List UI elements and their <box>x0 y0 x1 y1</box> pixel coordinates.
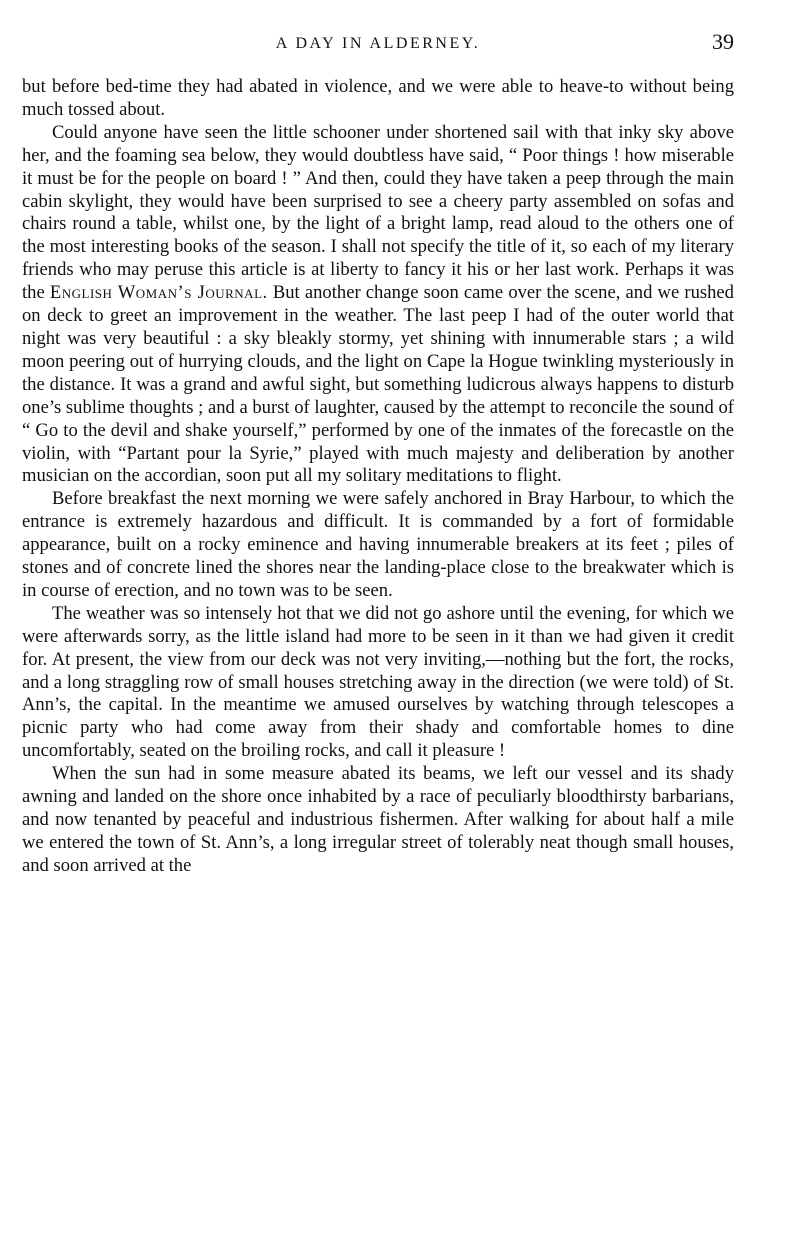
paragraph-landing: When the sun had in some measure abated its beams, we left our vessel and its shady awning and landed on the shore once inhabited by a race of peculiarly bloodthirsty barbarians, and now tenanted by peaceful and industrious fishermen. After walking for about half a mile we entered the town of St. Ann’s, a long irregular street of tolerably neat though small houses, and soon arrived at the <box>22 763 734 876</box>
paragraph-text: Could anyone have seen the little schooner under shortened sail with that inky sky above her, and the foaming sea below, they would doubtless have said, “ Poor things ! how miserable it must be for the people on board ! ” And then, could they have taken a peep through the main cabin skylight, they would have been surprised to see a cheery party assembled on sofas and chairs round a table, whilst one, by the light of a bright lamp, read aloud to the others one of the most interesting books of the season. I shall not specify the title of it, so each of my literary friends who may peruse this article is at liberty to fancy it his or her last work. Perhaps it was the <box>22 121 734 304</box>
article-body <box>22 76 734 878</box>
running-title: A DAY IN ALDERNEY. <box>275 35 481 52</box>
paragraph-bray-harbour: Before breakfast the next morning we were safely anchored in Bray Harbour, to which the entrance is extremely hazardous and difficult. It is commanded by a fort of formidable appearance, built on a rocky eminence and having innumerable breakers at its feet ; piles of stones and of concrete lined the shores near the landing-place close to the breakwater which is in course of erection, and no town was to be seen. <box>22 488 734 601</box>
page-number: 39 <box>712 29 734 54</box>
paragraph-schooner <box>22 122 734 489</box>
paragraph-weather: The weather was so intensely hot that we did not go ashore until the evening, for which we were afterwards sorry, as the little island had more to be seen in it than we had given it credit for. At present, the view from our deck was not very inviting,—nothing but the fort, the rocks, and a long straggling row of small houses stretching away in the direction (we were told) of St. Ann’s, the capital. In the meantime we amused ourselves by watching through telescopes a picnic party who had come away from their shady and comfortable homes to dine uncomfortably, seated on the broiling rocks, and call it pleasure ! <box>22 602 734 762</box>
paragraph-continuation: but before bed-time they had abated in violence, and we were able to heave-to without being much tossed about. <box>22 76 734 120</box>
paragraph-text: But another change soon came over the scene, and we rushed on deck to greet an improvement in the weather. The last peep I had of the outer world that night was very beautiful : a sky bleakly stormy, yet shining with innumerable stars ; a wild moon peering out of hurrying clouds, and the light on Cape la Hogue twinkling mysteriously in the distance. It was a grand and awful sight, but something ludicrous always happens to disturb one’s sublime thoughts ; and a burst of laughter, caused by the attempt to reconcile the sound of “ Go to the devil and shake yourself,” performed by one of the inmates of the forecastle on the violin, with “Partant pour la Syrie,” played with much majesty and deliberation by another musician on the accordian, soon put all my solitary meditations to flight. <box>22 282 734 487</box>
journal-name: English Woman’s Journal. <box>49 282 268 304</box>
page <box>22 26 734 878</box>
running-header <box>22 26 734 62</box>
